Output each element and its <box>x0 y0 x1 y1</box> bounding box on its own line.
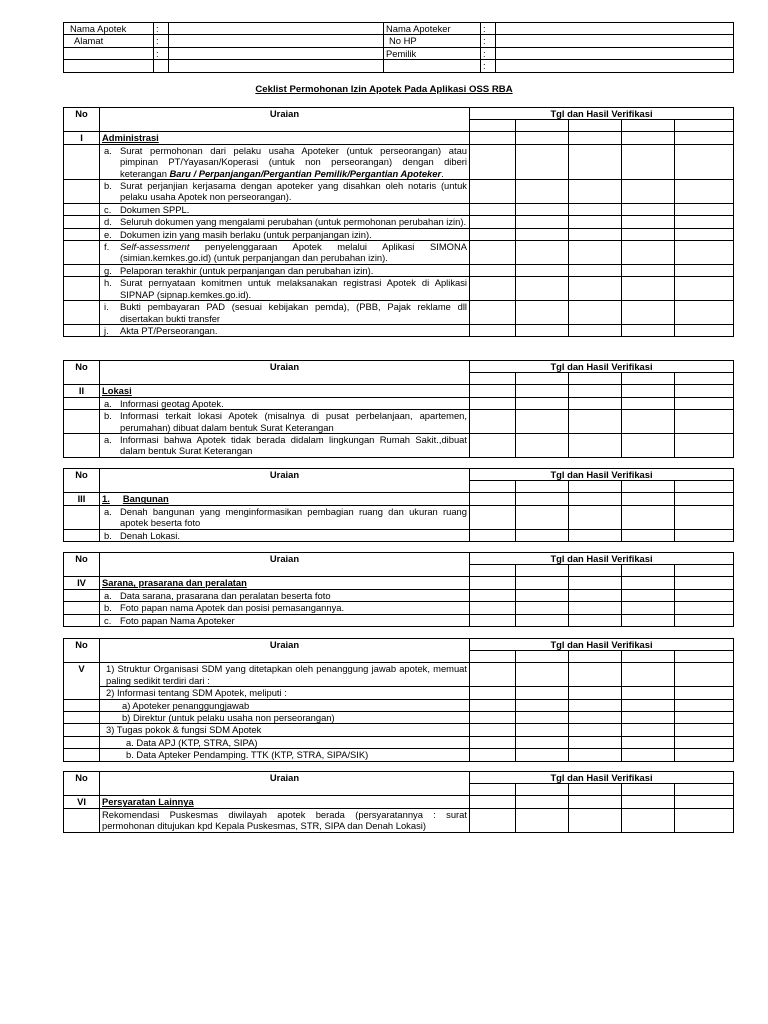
list-item: a. Informasi geotag Apotek. <box>100 397 470 409</box>
section-title: Administrasi <box>100 132 470 144</box>
list-item: f. Self-assessment penyelenggaraan Apotek melalui Aplikasi SIMONA (simian.kemkes.go.id) (untuk perpanjangan dan perubahan izin). <box>100 241 470 265</box>
colon: : <box>481 23 496 35</box>
nama-apotek-value[interactable] <box>169 23 384 35</box>
section-title: Lokasi <box>100 385 470 397</box>
nama-apoteker-label: Nama Apoteker <box>384 23 481 35</box>
section-number: V <box>64 663 100 699</box>
list-item: a. Denah bangunan yang menginformasikan pembagian ruang dan ukuran ruang apotek beserta foto <box>100 505 470 529</box>
col-uraian-header: Uraian <box>100 772 470 796</box>
colon: : <box>154 23 169 35</box>
list-item: j. Akta PT/Perseorangan. <box>100 324 470 336</box>
list-item: h. Surat pernyataan komitmen untuk melaksanakan registrasi Apotek di Aplikasi SIPNAP (sipnap.kemkes.go.id). <box>100 277 470 301</box>
list-item: a. Informasi bahwa Apotek tidak berada didalam lingkungan Rumah Sakit.,dibuat dalam bentuk Surat Keterangan <box>100 434 470 458</box>
col-no-header: No <box>64 108 100 132</box>
section-number: II <box>64 385 100 397</box>
col-uraian-header: Uraian <box>100 361 470 385</box>
list-item: c. Dokumen SPPL. <box>100 203 470 215</box>
col-uraian-header: Uraian <box>100 639 470 663</box>
section-title: 1. Bangunan <box>100 493 470 505</box>
col-uraian-header: Uraian <box>100 469 470 493</box>
list-item: 2) Informasi tentang SDM Apotek, meliputi : <box>100 687 470 699</box>
list-item: e. Dokumen izin yang masih berlaku (untuk perpanjangan izin). <box>100 228 470 240</box>
section-number: I <box>64 132 100 144</box>
col-no-header: No <box>64 639 100 663</box>
no-hp-label: No HP <box>384 35 481 47</box>
alamat-value[interactable] <box>169 35 384 47</box>
colon: : <box>481 60 496 72</box>
list-item: b) Direktur (untuk pelaku usaha non perseorangan) <box>100 712 470 724</box>
nama-apotek-label: Nama Apotek <box>64 23 154 35</box>
list-item: b. Surat perjanjian kerjasama dengan apoteker yang disahkan oleh notaris (untuk pelaku usaha Apotek non perseorangan). <box>100 180 470 204</box>
col-tgl-header: Tgl dan Hasil Verifikasi <box>470 361 734 373</box>
section-sdm <box>63 638 734 762</box>
section-lokasi <box>63 360 734 458</box>
col-uraian-header: Uraian <box>100 553 470 577</box>
pemilik-value[interactable] <box>496 47 734 59</box>
section-bangunan <box>63 468 734 542</box>
colon: : <box>154 35 169 47</box>
alamat-label: Alamat <box>64 35 154 47</box>
list-item: b. Informasi terkait lokasi Apotek (misalnya di pusat perbelanjaan, apartemen, perumahan) dibuat dalam bentuk Surat Keterangan <box>100 410 470 434</box>
list-item: b. Foto papan nama Apotek dan posisi pemasangannya. <box>100 602 470 614</box>
col-no-header: No <box>64 772 100 796</box>
list-item: a. Data APJ (KTP, STRA, SIPA) <box>100 736 470 748</box>
col-no-header: No <box>64 553 100 577</box>
list-item: a. Surat permohonan dari pelaku usaha Apoteker (untuk perseorangan) atau pimpinan PT/Yayasan/Koperasi (untuk non perseorangan) dengan diberi keterangan Baru / Perpanjangan/Pergantian Pemilik/Pergantian Apoteker. <box>100 144 470 179</box>
colon: : <box>481 47 496 59</box>
list-item: g. Pelaporan terakhir (untuk perpanjangan dan perubahan izin). <box>100 264 470 276</box>
col-tgl-header: Tgl dan Hasil Verifikasi <box>470 639 734 651</box>
list-item: b. Denah Lokasi. <box>100 529 470 541</box>
page-title: Ceklist Permohonan Izin Apotek Pada Aplikasi OSS RBA <box>255 84 513 95</box>
section-persyaratan-lainnya <box>63 771 734 833</box>
col-tgl-header: Tgl dan Hasil Verifikasi <box>470 469 734 481</box>
col-tgl-header: Tgl dan Hasil Verifikasi <box>470 108 734 120</box>
list-item: a) Apoteker penanggungjawab <box>100 699 470 711</box>
list-item: 1) Struktur Organisasi SDM yang ditetapkan oleh penanggung jawab apotek, memuat paling sedikit terdiri dari : <box>100 663 470 687</box>
col-no-header: No <box>64 361 100 385</box>
list-item: 3) Tugas pokok & fungsi SDM Apotek <box>100 724 470 736</box>
colon: : <box>154 47 169 59</box>
pemilik-label: Pemilik <box>384 47 481 59</box>
section-sarana <box>63 552 734 627</box>
no-hp-value[interactable] <box>496 35 734 47</box>
col-uraian-header: Uraian <box>100 108 470 132</box>
list-item: a. Data sarana, prasarana dan peralatan beserta foto <box>100 589 470 601</box>
list-item: d. Seluruh dokumen yang mengalami perubahan (untuk permohonan perubahan izin). <box>100 216 470 228</box>
colon: : <box>481 35 496 47</box>
info-table <box>63 22 734 73</box>
nama-apoteker-value[interactable] <box>496 23 734 35</box>
col-no-header: No <box>64 469 100 493</box>
col-tgl-header: Tgl dan Hasil Verifikasi <box>470 553 734 565</box>
list-item: b. Data Apteker Pendamping. TTK (KTP, STRA, SIPA/SIK) <box>100 749 470 761</box>
list-item: c. Foto papan Nama Apoteker <box>100 614 470 626</box>
list-item: Rekomendasi Puskesmas diwilayah apotek berada (persyaratannya : surat permohonan ditujukan kpd Kepala Puskesmas, STR, SIPA dan Denah Lokasi) <box>100 808 470 832</box>
col-tgl-header: Tgl dan Hasil Verifikasi <box>470 772 734 784</box>
section-number: IV <box>64 577 100 589</box>
list-item: i. Bukti pembayaran PAD (sesuai kebijakan pemda), (PBB, Pajak reklame dll disertakan bukti transfer <box>100 301 470 325</box>
section-number: VI <box>64 796 100 808</box>
section-number: III <box>64 493 100 505</box>
section-administrasi <box>63 107 734 337</box>
section-title: Persyaratan Lainnya <box>100 796 470 808</box>
section-title: Sarana, prasarana dan peralatan <box>100 577 470 589</box>
